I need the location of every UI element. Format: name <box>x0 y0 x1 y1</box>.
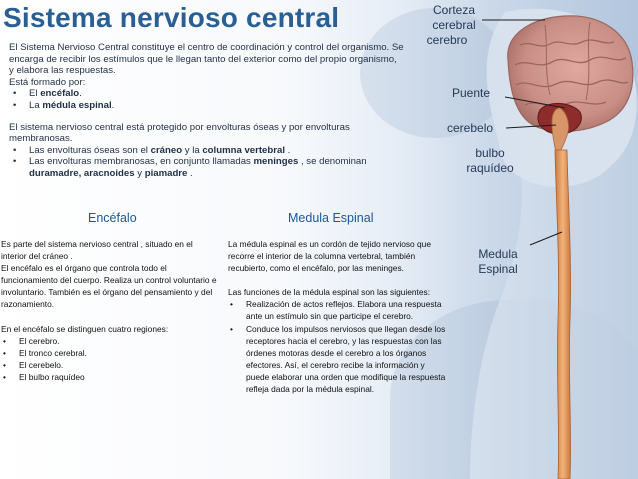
list-item: • Las envolturas óseas son el cráneo y la columna vertebral . <box>9 145 404 157</box>
intro-paragraph: El Sistema Nervioso Central constituye el centro de coordinación y control del organismo. Se encarga de recibir los estímulos que le llegan tanto del exterior como del propio organismo, y elabora las respuestas. <box>9 42 404 77</box>
intro-block <box>9 42 404 180</box>
encefalo-regions-list <box>1 335 219 383</box>
label-bulbo-raquideo: bulbo raquídeo <box>466 146 514 175</box>
list-item: • Las envolturas membranosas, en conjunto llamadas meninges , se denominan duramadre, aracnoides y piamadre . <box>9 156 404 179</box>
list-item: • El cerebro. <box>1 335 219 347</box>
list-item: • El encéfalo. <box>9 88 404 100</box>
encefalo-heading: Encéfalo <box>88 211 137 225</box>
encefalo-column <box>1 238 219 383</box>
label-puente: Puente <box>452 86 491 100</box>
encefalo-paragraph-2: El encéfalo es el órgano que controla todo el funcionamiento del cuerpo. Realiza un control voluntario e involuntario. También es el órgano del pensamiento y del razonamiento. <box>1 263 217 310</box>
formed-by-label: Está formado por: <box>9 76 86 88</box>
protection-paragraph: El sistema nervioso central está protegido por envolturas óseas y por envolturas membranosas. <box>9 121 350 145</box>
medula-paragraph-2: Las funciones de la médula espinal son las siguientes: <box>228 287 431 298</box>
medula-paragraph-1: La médula espinal es un cordón de tejido nervioso que recorre el interior de la columna vertebral, también recubierto, como el encéfalo, por las meninges. <box>228 239 431 274</box>
label-medula-espinal: Medula Espinal <box>478 247 518 276</box>
list-item: • El bulbo raquídeo <box>1 371 219 383</box>
medula-column <box>228 238 450 395</box>
list-item: • Realización de actos reflejos. Elabora una respuesta ante un estímulo sin que participe el cerebro. <box>228 298 450 322</box>
list-item: • El tronco cerebral. <box>1 347 219 359</box>
formed-by-list <box>9 88 404 111</box>
list-item: • El cerebelo. <box>1 359 219 371</box>
list-item: • Conduce los impulsos nerviosos que llegan desde los receptores hacia el cerebro, y las respuestas con las órdenes motoras desde el cerebro a los órganos efectores. Así, el cerebro recibe la información y puede elaborar una orden que modifique la respuesta refleja dada por la médula espinal. <box>228 323 450 396</box>
list-item: • La médula espinal. <box>9 100 404 112</box>
medula-heading: Medula Espinal <box>288 211 374 225</box>
encefalo-paragraph-3: En el encéfalo se distinguen cuatro regiones: <box>1 323 169 334</box>
label-cerebelo: cerebelo <box>447 121 494 135</box>
label-corteza-cerebral: Corteza cerebral cerebro <box>426 3 476 47</box>
page-title: Sistema nervioso central <box>3 2 340 33</box>
encefalo-paragraph-1: Es parte del sistema nervioso central , situado en el interior del cráneo . <box>1 239 193 262</box>
protection-list <box>9 145 404 180</box>
medula-functions-list <box>228 298 450 395</box>
